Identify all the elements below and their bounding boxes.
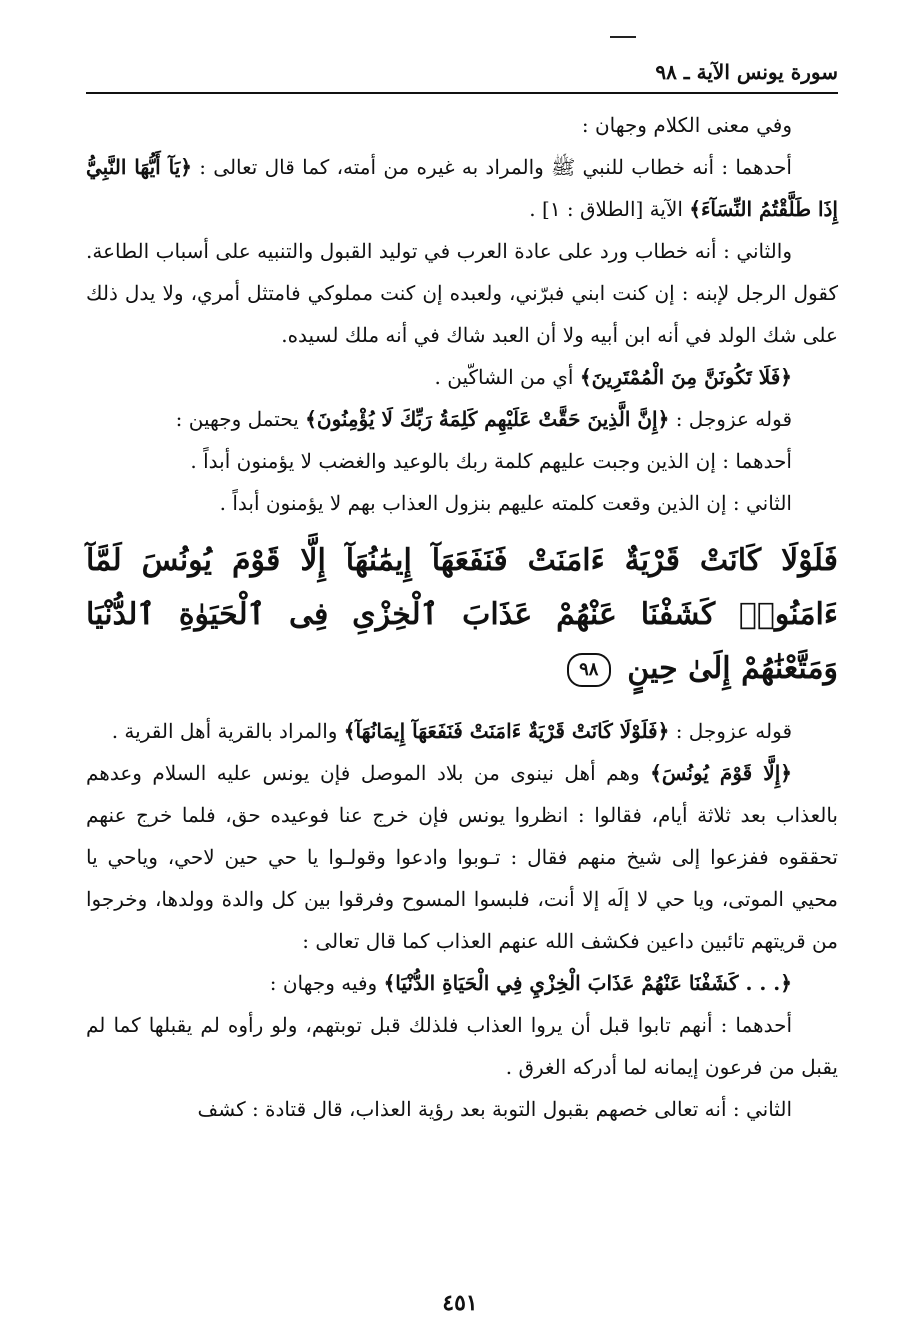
page-number: ٤٥١ — [442, 1290, 478, 1316]
paragraph — [86, 752, 838, 962]
text-run: أحدهما : إن الذين وجبت عليهم كلمة ربك بالوعيد والغضب لا يؤمنون أبداً . — [190, 449, 792, 473]
text-run: الثاني : أنه تعالى خصهم بقبول التوبة بعد رؤية العذاب، قال قتادة : كشف — [197, 1097, 792, 1121]
paragraphs-after-verse — [86, 710, 838, 1130]
verse-text: فَلَوْلَا كَانَتْ قَرْيَةٌ ءَامَنَتْ فَنَفَعَهَآ إِيمَٰنُهَآ إِلَّا قَوْمَ يُونُسَ لَمَّآ ءَامَنُوا۟ كَشَفْنَا عَنْهُمْ عَذَابَ ٱلْخِزْىِ فِى ٱلْحَيَوٰةِ ٱلدُّنْيَا وَمَتَّعْنَٰهُمْ إِلَىٰ حِينٍ — [86, 543, 838, 686]
paragraph — [86, 1004, 838, 1088]
running-header: سورة يونس الآية ـ ٩٨ — [655, 60, 838, 84]
quran-quote: ﴿إِنَّ الَّذِينَ حَقَّتْ عَلَيْهِم كَلِمَةُ رَبِّكَ لَا يُؤْمِنُونَ﴾ — [305, 407, 670, 431]
verse-number: ٩٨ — [567, 653, 611, 687]
quran-quote: ﴿فَلَوْلَا كَانَتْ قَرْيَةٌ ءَامَنَتْ فَنَفَعَهَآ إِيمَانُهَآ﴾ — [343, 719, 670, 743]
text-run: وفيه وجهان : — [269, 971, 384, 995]
paragraph — [86, 146, 838, 230]
quran-quote: ﴿. . . كَشَفْنَا عَنْهُمْ عَذَابَ الْخِزْيِ فِي الْحَيَاةِ الدُّنْيَا﴾ — [383, 971, 792, 995]
text-run: أحدهما : أنه خطاب للنبي ﷺ والمراد به غيره من أمته، كما قال تعالى : — [191, 155, 792, 179]
paragraphs-before-verse — [86, 104, 838, 524]
text-run: قوله عزوجل : — [669, 407, 792, 431]
text-run: قوله عزوجل : — [669, 719, 792, 743]
text-run: يحتمل وجهين : — [175, 407, 306, 431]
header-rule — [86, 92, 838, 94]
paragraph — [86, 1088, 838, 1130]
paragraph — [86, 356, 838, 398]
text-run: أحدهما : أنهم تابوا قبل أن يروا العذاب فلذلك قبل توبتهم، ولو رأوه لم يقبلها كما لم يقبل من فرعون إيمانه لما أدركه الغرق . — [86, 1013, 838, 1079]
paragraph — [86, 398, 838, 440]
text-run: الثاني : إن الذين وقعت كلمته عليهم بنزول العذاب بهم لا يؤمنون أبداً . — [219, 491, 792, 515]
text-run: والثاني : أنه خطاب ورد على عادة العرب في توليد القبول والتنبيه على أسباب الطاعة. كقول الرجل لإبنه : إن كنت ابني فبرّني، ولعبده إن كنت مملوكي فامتثل أمري، ولا يدل ذلك على شك الولد في أنه ابن أبيه ولا أن العبد شاك في أنه ملك لسيده. — [86, 239, 838, 347]
paragraph — [86, 440, 838, 482]
paragraph — [86, 104, 838, 146]
text-run: أي من الشاكّين . — [434, 365, 580, 389]
quran-quote: ﴿فَلَا تَكُونَنَّ مِنَ الْمُمْتَرِينَ﴾ — [579, 365, 792, 389]
quran-quote: ﴿إِلَّا قَوْمَ يُونُسَ﴾ — [650, 761, 792, 785]
text-run: والمراد بالقرية أهل القرية . — [111, 719, 344, 743]
quran-quote: ﴿يَآ أَيُّهَا النَّبِيُّ إِذَا طَلَّقْتُمُ النِّسَآءَ﴾ — [86, 155, 838, 221]
paragraph — [86, 230, 838, 356]
text-run: الآية [الطلاق : ١] . — [529, 197, 690, 221]
paragraph — [86, 710, 838, 752]
top-mark — [610, 36, 636, 38]
text-run: وهم أهل نينوى من بلاد الموصل فإن يونس عليه السلام وعدهم بالعذاب بعد ثلاثة أيام، فقالوا : انظروا يونس فإن خرج عنا فوعيده حق، فلما خرج عنهم تحققوه ففزعوا إلى شيخ منهم فقال : تـوبوا وادعوا وقولـوا يا حي حين لاحي، وياحي يا محيي الموتى، ويا حي لا إلَه إلا أنت، فلبسوا المسوح وفرقوا بين كل والدة وولدها، وخرجوا من قريتهم تائبين داعين فكشف الله عنهم العذاب كما قال تعالى : — [86, 761, 838, 953]
paragraph — [86, 962, 838, 1004]
paragraph — [86, 482, 838, 524]
text-run: وفي معنى الكلام وجهان : — [581, 113, 792, 137]
page-body — [86, 104, 838, 1130]
quran-verse — [86, 534, 838, 696]
